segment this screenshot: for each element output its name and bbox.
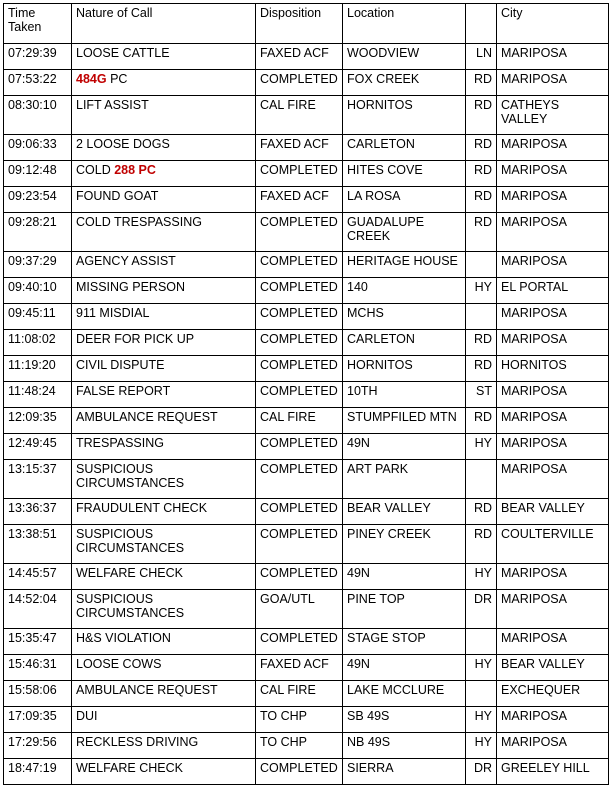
nature-text: PC bbox=[106, 72, 128, 86]
cell-nature bbox=[72, 564, 256, 590]
cell-suffix bbox=[466, 304, 497, 330]
nature-text: AGENCY ASSIST bbox=[76, 254, 176, 268]
nature-text: FRAUDULENT CHECK bbox=[76, 501, 208, 515]
table-row bbox=[4, 499, 609, 525]
table-row bbox=[4, 759, 609, 785]
cell-time: 11:48:24 bbox=[4, 382, 72, 408]
cell-nature bbox=[72, 590, 256, 629]
cell-time: 18:47:19 bbox=[4, 759, 72, 785]
cell-disposition: TO CHP bbox=[256, 707, 343, 733]
cell-disposition: CAL FIRE bbox=[256, 681, 343, 707]
cell-location: HORNITOS bbox=[343, 96, 466, 135]
cell-suffix: LN bbox=[466, 44, 497, 70]
nature-text: FALSE REPORT bbox=[76, 384, 171, 398]
cell-city: MARIPOSA bbox=[497, 44, 609, 70]
cell-city: MARIPOSA bbox=[497, 590, 609, 629]
cell-disposition: CAL FIRE bbox=[256, 408, 343, 434]
table-row bbox=[4, 330, 609, 356]
cell-city: MARIPOSA bbox=[497, 460, 609, 499]
table-row bbox=[4, 304, 609, 330]
nature-text: MISSING PERSON bbox=[76, 280, 186, 294]
cell-time: 07:53:22 bbox=[4, 70, 72, 96]
cell-time: 14:45:57 bbox=[4, 564, 72, 590]
cell-time: 12:09:35 bbox=[4, 408, 72, 434]
table-row bbox=[4, 252, 609, 278]
cell-disposition: COMPLETED bbox=[256, 564, 343, 590]
cell-time: 11:08:02 bbox=[4, 330, 72, 356]
cell-disposition: COMPLETED bbox=[256, 460, 343, 499]
cell-nature bbox=[72, 707, 256, 733]
cell-city: MARIPOSA bbox=[497, 252, 609, 278]
nature-text: RECKLESS DRIVING bbox=[76, 735, 199, 749]
cell-suffix: RD bbox=[466, 408, 497, 434]
table-row bbox=[4, 96, 609, 135]
cell-nature bbox=[72, 525, 256, 564]
table-row bbox=[4, 629, 609, 655]
cell-nature bbox=[72, 187, 256, 213]
cell-city: MARIPOSA bbox=[497, 382, 609, 408]
cell-location: ART PARK bbox=[343, 460, 466, 499]
cell-city: BEAR VALLEY bbox=[497, 499, 609, 525]
table-row bbox=[4, 590, 609, 629]
nature-text: LIFT ASSIST bbox=[76, 98, 149, 112]
cell-disposition: COMPLETED bbox=[256, 252, 343, 278]
nature-text: SUSPICIOUS CIRCUMSTANCES bbox=[76, 462, 185, 490]
cell-time: 09:28:21 bbox=[4, 213, 72, 252]
cell-time: 07:29:39 bbox=[4, 44, 72, 70]
cell-disposition: COMPLETED bbox=[256, 161, 343, 187]
cell-suffix bbox=[466, 681, 497, 707]
cell-location: HITES COVE bbox=[343, 161, 466, 187]
cell-suffix: HY bbox=[466, 434, 497, 460]
cell-city: MARIPOSA bbox=[497, 135, 609, 161]
header-row bbox=[4, 4, 609, 44]
cell-location: GUADALUPE CREEK bbox=[343, 213, 466, 252]
cell-suffix: RD bbox=[466, 356, 497, 382]
cell-time: 08:30:10 bbox=[4, 96, 72, 135]
cell-time: 17:09:35 bbox=[4, 707, 72, 733]
cell-nature bbox=[72, 252, 256, 278]
cell-city: MARIPOSA bbox=[497, 70, 609, 96]
cell-time: 14:52:04 bbox=[4, 590, 72, 629]
cell-nature bbox=[72, 96, 256, 135]
cell-location: 49N bbox=[343, 655, 466, 681]
cell-disposition: COMPLETED bbox=[256, 434, 343, 460]
cell-location: 49N bbox=[343, 564, 466, 590]
cell-location: FOX CREEK bbox=[343, 70, 466, 96]
cell-suffix: HY bbox=[466, 707, 497, 733]
table-row bbox=[4, 733, 609, 759]
cell-suffix: RD bbox=[466, 161, 497, 187]
cell-city: MARIPOSA bbox=[497, 629, 609, 655]
cell-time: 15:58:06 bbox=[4, 681, 72, 707]
cell-location: LAKE MCCLURE bbox=[343, 681, 466, 707]
cell-nature bbox=[72, 278, 256, 304]
cell-nature bbox=[72, 330, 256, 356]
header-suffix bbox=[466, 4, 497, 44]
nature-text: 911 MISDIAL bbox=[76, 306, 150, 320]
cell-location: PINE TOP bbox=[343, 590, 466, 629]
cell-disposition: COMPLETED bbox=[256, 213, 343, 252]
cell-location: CARLETON bbox=[343, 135, 466, 161]
cell-nature bbox=[72, 681, 256, 707]
nature-text: LOOSE CATTLE bbox=[76, 46, 170, 60]
nature-text: WELFARE CHECK bbox=[76, 761, 183, 775]
cell-disposition: COMPLETED bbox=[256, 629, 343, 655]
cell-time: 09:37:29 bbox=[4, 252, 72, 278]
cell-disposition: FAXED ACF bbox=[256, 187, 343, 213]
cell-location: STUMPFILED MTN bbox=[343, 408, 466, 434]
nature-text: DEER FOR PICK UP bbox=[76, 332, 195, 346]
cell-city: MARIPOSA bbox=[497, 330, 609, 356]
cell-disposition: COMPLETED bbox=[256, 499, 343, 525]
table-row bbox=[4, 525, 609, 564]
cell-suffix: RD bbox=[466, 96, 497, 135]
cell-city: MARIPOSA bbox=[497, 733, 609, 759]
cell-nature bbox=[72, 213, 256, 252]
cell-city: MARIPOSA bbox=[497, 161, 609, 187]
cell-disposition: COMPLETED bbox=[256, 304, 343, 330]
nature-text: H&S VIOLATION bbox=[76, 631, 171, 645]
cell-location: LA ROSA bbox=[343, 187, 466, 213]
cell-location: BEAR VALLEY bbox=[343, 499, 466, 525]
cell-nature bbox=[72, 460, 256, 499]
cell-city: MARIPOSA bbox=[497, 213, 609, 252]
cell-nature bbox=[72, 70, 256, 96]
cell-disposition: COMPLETED bbox=[256, 330, 343, 356]
cell-location: NB 49S bbox=[343, 733, 466, 759]
nature-text: COLD TRESPASSING bbox=[76, 215, 202, 229]
cell-time: 13:36:37 bbox=[4, 499, 72, 525]
cell-nature bbox=[72, 44, 256, 70]
cell-city: CATHEYS VALLEY bbox=[497, 96, 609, 135]
nature-text: LOOSE COWS bbox=[76, 657, 162, 671]
cell-suffix: HY bbox=[466, 564, 497, 590]
cell-disposition: COMPLETED bbox=[256, 382, 343, 408]
cell-city: MARIPOSA bbox=[497, 187, 609, 213]
cell-disposition: COMPLETED bbox=[256, 759, 343, 785]
cell-nature bbox=[72, 629, 256, 655]
cell-city: MARIPOSA bbox=[497, 304, 609, 330]
cell-time: 09:40:10 bbox=[4, 278, 72, 304]
nature-code: 288 PC bbox=[114, 163, 156, 177]
cell-suffix: DR bbox=[466, 759, 497, 785]
nature-text: AMBULANCE REQUEST bbox=[76, 410, 218, 424]
cell-nature bbox=[72, 135, 256, 161]
cell-location: PINEY CREEK bbox=[343, 525, 466, 564]
header-disposition: Disposition bbox=[256, 4, 343, 44]
cell-nature bbox=[72, 499, 256, 525]
cell-suffix: HY bbox=[466, 733, 497, 759]
cell-city: MARIPOSA bbox=[497, 408, 609, 434]
nature-text: COLD bbox=[76, 163, 115, 177]
cell-location: 49N bbox=[343, 434, 466, 460]
cell-nature bbox=[72, 408, 256, 434]
table-row bbox=[4, 681, 609, 707]
cell-disposition: TO CHP bbox=[256, 733, 343, 759]
cell-nature bbox=[72, 161, 256, 187]
cell-location: 10TH bbox=[343, 382, 466, 408]
cell-city: BEAR VALLEY bbox=[497, 655, 609, 681]
table-row bbox=[4, 434, 609, 460]
header-location: Location bbox=[343, 4, 466, 44]
cell-suffix: HY bbox=[466, 655, 497, 681]
cell-nature bbox=[72, 733, 256, 759]
cell-suffix bbox=[466, 252, 497, 278]
nature-text: AMBULANCE REQUEST bbox=[76, 683, 218, 697]
cell-nature bbox=[72, 304, 256, 330]
cell-time: 15:46:31 bbox=[4, 655, 72, 681]
cell-nature bbox=[72, 434, 256, 460]
cell-suffix bbox=[466, 629, 497, 655]
cell-suffix: RD bbox=[466, 213, 497, 252]
cell-location: HERITAGE HOUSE bbox=[343, 252, 466, 278]
cell-time: 13:15:37 bbox=[4, 460, 72, 499]
cell-disposition: COMPLETED bbox=[256, 356, 343, 382]
cell-suffix: RD bbox=[466, 499, 497, 525]
nature-text: DUI bbox=[76, 709, 98, 723]
call-log-table bbox=[3, 3, 609, 785]
cell-suffix: DR bbox=[466, 590, 497, 629]
table-row bbox=[4, 382, 609, 408]
cell-city: EXCHEQUER bbox=[497, 681, 609, 707]
cell-disposition: GOA/UTL bbox=[256, 590, 343, 629]
cell-nature bbox=[72, 356, 256, 382]
cell-city: MARIPOSA bbox=[497, 707, 609, 733]
table-row bbox=[4, 70, 609, 96]
cell-city: COULTERVILLE bbox=[497, 525, 609, 564]
cell-location: SIERRA bbox=[343, 759, 466, 785]
cell-nature bbox=[72, 382, 256, 408]
cell-suffix: RD bbox=[466, 330, 497, 356]
nature-text: SUSPICIOUS CIRCUMSTANCES bbox=[76, 592, 185, 620]
cell-location: MCHS bbox=[343, 304, 466, 330]
cell-time: 15:35:47 bbox=[4, 629, 72, 655]
table-row bbox=[4, 460, 609, 499]
table-row bbox=[4, 408, 609, 434]
cell-location: STAGE STOP bbox=[343, 629, 466, 655]
cell-location: HORNITOS bbox=[343, 356, 466, 382]
cell-time: 09:45:11 bbox=[4, 304, 72, 330]
cell-location: SB 49S bbox=[343, 707, 466, 733]
nature-text: 2 LOOSE DOGS bbox=[76, 137, 170, 151]
nature-text: FOUND GOAT bbox=[76, 189, 159, 203]
nature-text: SUSPICIOUS CIRCUMSTANCES bbox=[76, 527, 185, 555]
cell-time: 09:23:54 bbox=[4, 187, 72, 213]
table-row bbox=[4, 161, 609, 187]
cell-location: WOODVIEW bbox=[343, 44, 466, 70]
cell-nature bbox=[72, 655, 256, 681]
table-row bbox=[4, 278, 609, 304]
nature-text: TRESPASSING bbox=[76, 436, 164, 450]
cell-time: 13:38:51 bbox=[4, 525, 72, 564]
cell-location: 140 bbox=[343, 278, 466, 304]
header-nature: Nature of Call bbox=[72, 4, 256, 44]
cell-time: 09:06:33 bbox=[4, 135, 72, 161]
table-row bbox=[4, 187, 609, 213]
cell-suffix: RD bbox=[466, 187, 497, 213]
table-row bbox=[4, 655, 609, 681]
table-row bbox=[4, 564, 609, 590]
table-row bbox=[4, 135, 609, 161]
cell-city: MARIPOSA bbox=[497, 434, 609, 460]
cell-suffix bbox=[466, 460, 497, 499]
cell-disposition: FAXED ACF bbox=[256, 44, 343, 70]
header-city: City bbox=[497, 4, 609, 44]
cell-nature bbox=[72, 759, 256, 785]
nature-text: CIVIL DISPUTE bbox=[76, 358, 165, 372]
cell-time: 12:49:45 bbox=[4, 434, 72, 460]
cell-disposition: CAL FIRE bbox=[256, 96, 343, 135]
cell-disposition: COMPLETED bbox=[256, 278, 343, 304]
cell-disposition: COMPLETED bbox=[256, 70, 343, 96]
cell-suffix: RD bbox=[466, 70, 497, 96]
cell-suffix: RD bbox=[466, 525, 497, 564]
nature-code: 484G bbox=[76, 72, 107, 86]
cell-disposition: FAXED ACF bbox=[256, 135, 343, 161]
cell-disposition: FAXED ACF bbox=[256, 655, 343, 681]
cell-suffix: RD bbox=[466, 135, 497, 161]
cell-city: MARIPOSA bbox=[497, 564, 609, 590]
header-time: Time Taken bbox=[4, 4, 72, 44]
table-row bbox=[4, 213, 609, 252]
table-row bbox=[4, 707, 609, 733]
cell-suffix: HY bbox=[466, 278, 497, 304]
cell-suffix: ST bbox=[466, 382, 497, 408]
cell-city: HORNITOS bbox=[497, 356, 609, 382]
cell-time: 17:29:56 bbox=[4, 733, 72, 759]
cell-location: CARLETON bbox=[343, 330, 466, 356]
cell-time: 09:12:48 bbox=[4, 161, 72, 187]
cell-city: EL PORTAL bbox=[497, 278, 609, 304]
table-row bbox=[4, 44, 609, 70]
cell-time: 11:19:20 bbox=[4, 356, 72, 382]
cell-city: GREELEY HILL bbox=[497, 759, 609, 785]
cell-disposition: COMPLETED bbox=[256, 525, 343, 564]
table-row bbox=[4, 356, 609, 382]
nature-text: WELFARE CHECK bbox=[76, 566, 183, 580]
